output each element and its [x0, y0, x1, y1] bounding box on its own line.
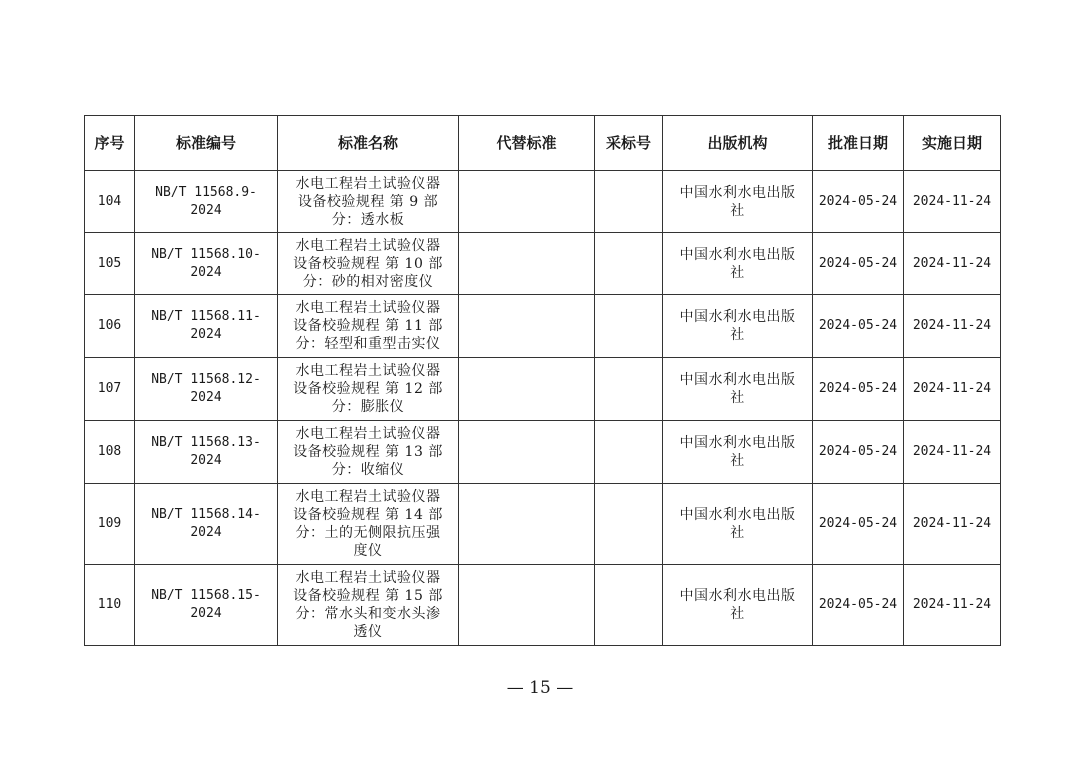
- name-line: 分：砂的相对密度仪: [302, 273, 434, 290]
- cell-code: [135, 171, 278, 233]
- name-line: 设备校验规程 第 9 部: [297, 193, 439, 210]
- cell-name: [278, 484, 459, 565]
- cell-effective-date: 2024-11-24: [904, 233, 1001, 295]
- cell-code: [135, 484, 278, 565]
- cell-seq: 110: [85, 565, 135, 646]
- code-line: NB/T 11568.14-: [151, 507, 261, 522]
- cell-name: [278, 421, 459, 484]
- cell-approval-date: 2024-05-24: [813, 421, 904, 484]
- cell-replaces: [459, 565, 595, 646]
- cell-seq: 107: [85, 358, 135, 421]
- publisher-line: 中国水利水电出版: [679, 184, 796, 201]
- cell-effective-date: 2024-11-24: [904, 295, 1001, 358]
- cell-name: [278, 233, 459, 295]
- cell-replaces: [459, 484, 595, 565]
- publisher-line: 中国水利水电出版: [679, 435, 796, 451]
- cell-approval-date: 2024-05-24: [813, 565, 904, 646]
- header-name: 标准名称: [278, 116, 459, 171]
- name-line: 水电工程岩土试验仪器: [295, 426, 441, 442]
- name-line: 水电工程岩土试验仪器: [295, 300, 441, 316]
- cell-approval-date: 2024-05-24: [813, 484, 904, 565]
- header-publisher: 出版机构: [663, 116, 813, 171]
- cell-effective-date: 2024-11-24: [904, 484, 1001, 565]
- publisher-line: 社: [730, 525, 745, 541]
- cell-publisher: [663, 233, 813, 295]
- name-line: 分：膨胀仪: [331, 399, 405, 415]
- cell-name: [278, 358, 459, 421]
- cell-effective-date: 2024-11-24: [904, 358, 1001, 421]
- table-row: [85, 565, 1001, 646]
- cell-replaces: [459, 233, 595, 295]
- cell-adopted: [595, 421, 663, 484]
- name-line: 水电工程岩土试验仪器: [295, 489, 441, 505]
- cell-seq: 105: [85, 233, 135, 295]
- name-line: 设备校验规程 第 11 部: [293, 318, 443, 334]
- name-line: 分：土的无侧限抗压强: [295, 525, 441, 541]
- publisher-line: 中国水利水电出版: [679, 246, 796, 263]
- publisher-line: 中国水利水电出版: [679, 372, 796, 388]
- name-line: 设备校验规程 第 12 部: [293, 381, 443, 397]
- cell-code: [135, 233, 278, 295]
- publisher-line: 社: [730, 453, 745, 469]
- publisher-line: 社: [730, 202, 745, 219]
- standards-table: [84, 115, 1001, 646]
- name-line: 分：轻型和重型击实仪: [295, 336, 441, 352]
- cell-seq: 109: [85, 484, 135, 565]
- name-line: 分：透水板: [331, 211, 405, 228]
- cell-approval-date: 2024-05-24: [813, 295, 904, 358]
- cell-effective-date: 2024-11-24: [904, 171, 1001, 233]
- cell-seq: 104: [85, 171, 135, 233]
- name-line: 设备校验规程 第 13 部: [293, 444, 443, 460]
- cell-adopted: [595, 565, 663, 646]
- table-header-row: [85, 116, 1001, 171]
- name-line: 设备校验规程 第 10 部: [293, 255, 443, 272]
- code-line: 2024: [190, 264, 222, 280]
- publisher-line: 社: [730, 606, 745, 622]
- header-code: 标准编号: [135, 116, 278, 171]
- cell-effective-date: 2024-11-24: [904, 421, 1001, 484]
- cell-replaces: [459, 295, 595, 358]
- cell-code: [135, 421, 278, 484]
- publisher-line: 社: [730, 264, 745, 281]
- cell-adopted: [595, 358, 663, 421]
- code-line: 2024: [190, 202, 222, 218]
- header-seq: 序号: [85, 116, 135, 171]
- table-row: [85, 421, 1001, 484]
- name-line: 度仪: [353, 543, 383, 559]
- name-line: 水电工程岩土试验仪器: [295, 237, 441, 254]
- table-row: [85, 358, 1001, 421]
- name-line: 设备校验规程 第 15 部: [293, 588, 443, 604]
- code-line: NB/T 11568.12-: [151, 372, 261, 387]
- table-row: [85, 484, 1001, 565]
- cell-adopted: [595, 171, 663, 233]
- code-line: NB/T 11568.13-: [151, 435, 261, 450]
- code-line: NB/T 11568.10-: [151, 246, 261, 262]
- cell-publisher: [663, 565, 813, 646]
- cell-replaces: [459, 358, 595, 421]
- code-line: 2024: [190, 390, 222, 405]
- code-line: NB/T 11568.9-: [155, 184, 257, 200]
- cell-seq: 108: [85, 421, 135, 484]
- code-line: 2024: [190, 606, 222, 621]
- cell-publisher: [663, 295, 813, 358]
- name-line: 水电工程岩土试验仪器: [295, 175, 441, 192]
- header-replaces: 代替标准: [459, 116, 595, 171]
- cell-replaces: [459, 171, 595, 233]
- header-adopted: 采标号: [595, 116, 663, 171]
- cell-adopted: [595, 233, 663, 295]
- cell-code: [135, 295, 278, 358]
- publisher-line: 中国水利水电出版: [679, 309, 796, 325]
- cell-publisher: [663, 171, 813, 233]
- cell-approval-date: 2024-05-24: [813, 358, 904, 421]
- cell-adopted: [595, 484, 663, 565]
- name-line: 水电工程岩土试验仪器: [295, 363, 441, 379]
- name-line: 透仪: [353, 624, 383, 640]
- table-row: [85, 295, 1001, 358]
- code-line: 2024: [190, 525, 222, 540]
- publisher-line: 中国水利水电出版: [679, 507, 796, 523]
- cell-publisher: [663, 421, 813, 484]
- cell-approval-date: 2024-05-24: [813, 233, 904, 295]
- publisher-line: 社: [730, 390, 745, 406]
- name-line: 设备校验规程 第 14 部: [293, 507, 443, 523]
- cell-publisher: [663, 358, 813, 421]
- page-number: — 15 —: [506, 678, 574, 698]
- code-line: NB/T 11568.11-: [151, 309, 261, 324]
- publisher-line: 中国水利水电出版: [679, 588, 796, 604]
- cell-publisher: [663, 484, 813, 565]
- code-line: 2024: [190, 453, 222, 468]
- table-row: [85, 171, 1001, 233]
- name-line: 分：收缩仪: [331, 462, 405, 478]
- cell-code: [135, 565, 278, 646]
- code-line: 2024: [190, 327, 222, 342]
- name-line: 水电工程岩土试验仪器: [295, 570, 441, 586]
- code-line: NB/T 11568.15-: [151, 588, 261, 603]
- name-line: 分：常水头和变水头渗: [295, 606, 441, 622]
- cell-replaces: [459, 421, 595, 484]
- publisher-line: 社: [730, 327, 745, 343]
- cell-adopted: [595, 295, 663, 358]
- cell-name: [278, 171, 459, 233]
- table-row: [85, 233, 1001, 295]
- cell-code: [135, 358, 278, 421]
- cell-effective-date: 2024-11-24: [904, 565, 1001, 646]
- header-approval-date: 批准日期: [813, 116, 904, 171]
- cell-name: [278, 565, 459, 646]
- cell-name: [278, 295, 459, 358]
- header-effective-date: 实施日期: [904, 116, 1001, 171]
- cell-seq: 106: [85, 295, 135, 358]
- cell-approval-date: 2024-05-24: [813, 171, 904, 233]
